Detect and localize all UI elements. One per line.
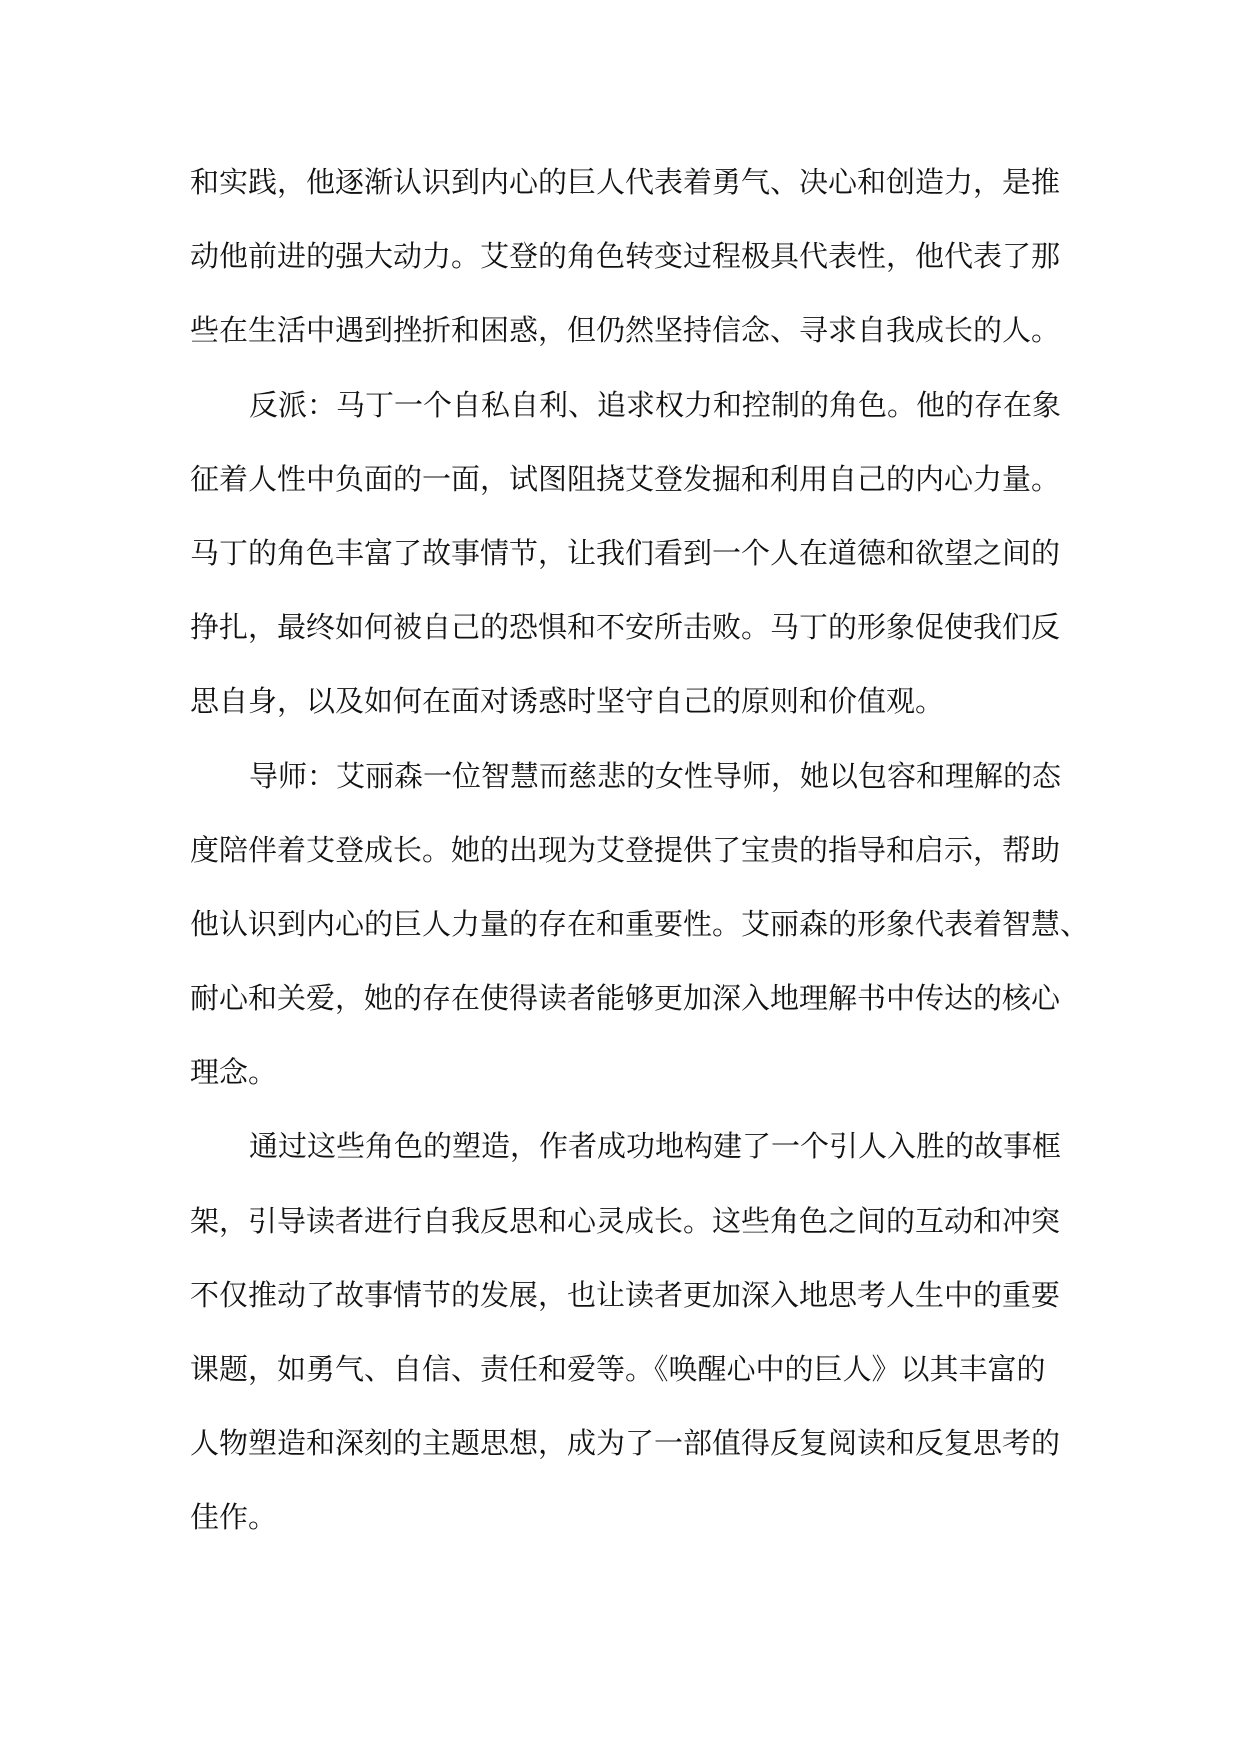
- text-line: 佳作。: [190, 1500, 278, 1535]
- paragraph-3: [190, 739, 1090, 1110]
- text-line: 导师：艾丽森一位智慧而慈悲的女性导师，她以包容和理解的态: [249, 758, 1062, 793]
- text-line: 反派：马丁一个自私自利、追求权力和控制的角色。他的存在象: [249, 387, 1062, 422]
- text-line: 些在生活中遇到挫折和困惑，但仍然坚持信念、寻求自我成长的人。: [190, 313, 1061, 348]
- text-line: 和实践，他逐渐认识到内心的巨人代表着勇气、决心和创造力，是推: [190, 165, 1061, 199]
- text-line: 他认识到内心的巨人力量的存在和重要性。艾丽森的形象代表着智慧、: [190, 906, 1090, 941]
- text-line: 思自身，以及如何在面对诱惑时坚守自己的原则和价值观。: [190, 684, 945, 719]
- text-line: 不仅推动了故事情节的发展，也让读者更加深入地思考人生中的重要: [190, 1277, 1061, 1312]
- text-line: 度陪伴着艾登成长。她的出现为艾登提供了宝贵的指导和启示，帮助: [190, 832, 1061, 867]
- body-text: [190, 145, 1090, 1555]
- text-line: 架，引导读者进行自我反思和心灵成长。这些角色之间的互动和冲突: [190, 1203, 1061, 1238]
- text-line: 耐心和关爱，她的存在使得读者能够更加深入地理解书中传达的核心: [190, 981, 1061, 1016]
- paragraph-4: [190, 1109, 1062, 1554]
- text-line: 通过这些角色的塑造，作者成功地构建了一个引人入胜的故事框: [249, 1129, 1062, 1164]
- text-line: 马丁的角色丰富了故事情节，让我们看到一个人在道德和欲望之间的: [190, 535, 1061, 570]
- text-line: 动他前进的强大动力。艾登的角色转变过程极具代表性，他代表了那: [190, 239, 1061, 274]
- text-line: 人物塑造和深刻的主题思想，成为了一部值得反复阅读和反复思考的: [190, 1426, 1061, 1461]
- text-line: 征着人性中负面的一面，试图阻挠艾登发掘和利用自己的内心力量。: [190, 461, 1061, 496]
- text-line: 理念。: [190, 1055, 278, 1090]
- text-line: 课题，如勇气、自信、责任和爱等。《唤醒心中的巨人》以其丰富的: [190, 1352, 1046, 1386]
- paragraph-1: [190, 145, 1061, 368]
- paragraph-2: [190, 368, 1062, 739]
- text-line: 挣扎，最终如何被自己的恐惧和不安所击败。马丁的形象促使我们反: [190, 610, 1061, 645]
